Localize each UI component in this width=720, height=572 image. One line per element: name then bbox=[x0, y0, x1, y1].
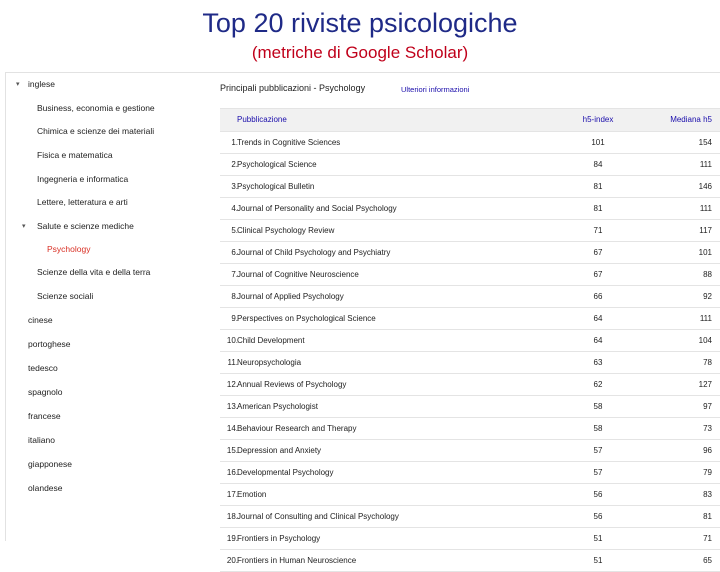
table-row bbox=[220, 396, 720, 418]
sidebar-item[interactable]: portoghese bbox=[28, 339, 71, 349]
median-h5-value: 101 bbox=[698, 248, 712, 257]
table-row bbox=[220, 220, 720, 242]
table-row bbox=[220, 198, 720, 220]
row-index: 6. bbox=[231, 248, 238, 257]
publication-link[interactable]: Annual Reviews of Psychology bbox=[237, 380, 347, 389]
publication-link[interactable]: Frontiers in Psychology bbox=[237, 534, 321, 543]
publication-link[interactable]: Developmental Psychology bbox=[237, 468, 334, 477]
row-index: 14. bbox=[226, 424, 238, 433]
h5-index-value[interactable]: 66 bbox=[593, 292, 603, 301]
sidebar-item[interactable]: giapponese bbox=[28, 459, 72, 469]
sidebar-item[interactable]: Fisica e matematica bbox=[37, 150, 113, 160]
triangle-down-icon[interactable]: ▾ bbox=[16, 81, 20, 88]
publication-link[interactable]: Journal of Applied Psychology bbox=[237, 292, 344, 301]
sidebar-item[interactable]: italiano bbox=[28, 435, 55, 445]
sidebar-item[interactable]: spagnolo bbox=[28, 387, 63, 397]
median-h5-value: 73 bbox=[703, 424, 712, 433]
row-index: 3. bbox=[231, 182, 238, 191]
h5-index-value[interactable]: 71 bbox=[593, 226, 603, 235]
publication-link[interactable]: Journal of Consulting and Clinical Psychology bbox=[237, 512, 399, 521]
h5-index-value[interactable]: 67 bbox=[593, 248, 603, 257]
h5-index-value[interactable]: 57 bbox=[593, 446, 603, 455]
publication-link[interactable]: American Psychologist bbox=[237, 402, 318, 411]
row-index: 5. bbox=[231, 226, 238, 235]
table-row bbox=[220, 330, 720, 352]
row-index: 19. bbox=[226, 534, 238, 543]
publication-link[interactable]: Depression and Anxiety bbox=[237, 446, 322, 455]
median-h5-value: 78 bbox=[703, 358, 712, 367]
publication-link[interactable]: Psychological Bulletin bbox=[237, 182, 315, 191]
sidebar-item[interactable]: Psychology bbox=[47, 244, 91, 254]
row-index: 10. bbox=[226, 336, 238, 345]
row-index: 20. bbox=[226, 556, 238, 565]
table-row bbox=[220, 308, 720, 330]
median-h5-value: 111 bbox=[699, 314, 712, 323]
h5-index-value[interactable]: 51 bbox=[593, 556, 603, 565]
sidebar-item[interactable]: Salute e scienze mediche bbox=[37, 221, 134, 231]
table-row bbox=[220, 418, 720, 440]
median-h5-value: 154 bbox=[698, 138, 712, 147]
sidebar-item[interactable]: tedesco bbox=[28, 363, 58, 373]
table-row bbox=[220, 132, 720, 154]
median-h5-value: 96 bbox=[703, 446, 712, 455]
triangle-down-icon[interactable]: ▾ bbox=[22, 223, 26, 230]
table-row bbox=[220, 286, 720, 308]
sidebar-item[interactable]: francese bbox=[28, 411, 61, 421]
sidebar-item[interactable]: Ingegneria e informatica bbox=[37, 174, 129, 184]
h5-index-value[interactable]: 64 bbox=[593, 336, 603, 345]
sidebar-item[interactable]: Scienze della vita e della terra bbox=[37, 267, 151, 277]
row-index: 18. bbox=[226, 512, 238, 521]
table-row bbox=[220, 462, 720, 484]
column-header-h5-index[interactable]: h5-index bbox=[582, 115, 614, 124]
median-h5-value: 111 bbox=[699, 160, 712, 169]
h5-index-value[interactable]: 58 bbox=[593, 402, 603, 411]
table-row bbox=[220, 550, 720, 572]
sidebar-item[interactable]: cinese bbox=[28, 315, 53, 325]
table-row bbox=[220, 264, 720, 286]
slide-title: Top 20 riviste psicologiche bbox=[202, 8, 518, 38]
row-index: 15. bbox=[226, 446, 238, 455]
median-h5-value: 71 bbox=[703, 534, 712, 543]
h5-index-value[interactable]: 51 bbox=[593, 534, 603, 543]
sidebar-item[interactable]: olandese bbox=[28, 483, 63, 493]
h5-index-value[interactable]: 67 bbox=[593, 270, 603, 279]
sidebar-item[interactable]: Scienze sociali bbox=[37, 291, 94, 301]
table-row bbox=[220, 154, 720, 176]
row-index: 9. bbox=[231, 314, 238, 323]
sidebar-item[interactable]: Business, economia e gestione bbox=[37, 103, 155, 113]
publication-link[interactable]: Perspectives on Psychological Science bbox=[237, 314, 376, 323]
h5-index-value[interactable]: 58 bbox=[593, 424, 603, 433]
median-h5-value: 117 bbox=[699, 226, 712, 235]
table-row bbox=[220, 440, 720, 462]
h5-index-value[interactable]: 101 bbox=[591, 138, 605, 147]
median-h5-value: 88 bbox=[703, 270, 712, 279]
column-header-median-h5[interactable]: Mediana h5 bbox=[670, 115, 712, 124]
table-row bbox=[220, 352, 720, 374]
h5-index-value[interactable]: 63 bbox=[593, 358, 603, 367]
row-index: 4. bbox=[231, 204, 238, 213]
table-row bbox=[220, 242, 720, 264]
median-h5-value: 127 bbox=[698, 380, 712, 389]
table-header-row bbox=[220, 109, 720, 132]
median-h5-value: 146 bbox=[698, 182, 712, 191]
table-row bbox=[220, 176, 720, 198]
median-h5-value: 111 bbox=[699, 204, 712, 213]
median-h5-value: 81 bbox=[703, 512, 712, 521]
slide-subtitle: (metriche di Google Scholar) bbox=[251, 43, 469, 62]
median-h5-value: 79 bbox=[703, 468, 712, 477]
row-index: 8. bbox=[231, 292, 238, 301]
publication-link[interactable]: Clinical Psychology Review bbox=[237, 226, 335, 235]
row-index: 16. bbox=[226, 468, 238, 477]
table-row bbox=[220, 374, 720, 396]
publication-link[interactable]: Psychological Science bbox=[237, 160, 317, 169]
h5-index-value[interactable]: 81 bbox=[593, 182, 603, 191]
table-row bbox=[220, 528, 720, 550]
publication-link[interactable]: Frontiers in Human Neuroscience bbox=[237, 556, 357, 565]
row-index: 2. bbox=[231, 160, 238, 169]
h5-index-value[interactable]: 56 bbox=[593, 490, 603, 499]
sidebar-item[interactable]: Lettere, letteratura e arti bbox=[37, 197, 128, 207]
row-index: 17. bbox=[226, 490, 238, 499]
publication-link[interactable]: Child Development bbox=[237, 336, 305, 345]
table-row bbox=[220, 484, 720, 506]
language-sidebar bbox=[6, 73, 211, 541]
median-h5-value: 83 bbox=[703, 490, 712, 499]
h5-index-value[interactable]: 56 bbox=[593, 512, 603, 521]
row-index: 7. bbox=[231, 270, 238, 279]
sidebar-item[interactable]: inglese bbox=[28, 79, 55, 89]
publication-link[interactable]: Journal of Personality and Social Psychology bbox=[237, 204, 397, 213]
median-h5-value: 97 bbox=[703, 402, 712, 411]
h5-index-value[interactable]: 84 bbox=[593, 160, 603, 169]
publication-link[interactable]: Journal of Child Psychology and Psychiatry bbox=[237, 248, 391, 257]
row-index: 13. bbox=[226, 402, 238, 411]
h5-index-value[interactable]: 57 bbox=[593, 468, 603, 477]
median-h5-value: 65 bbox=[703, 556, 712, 565]
publication-link[interactable]: Journal of Cognitive Neuroscience bbox=[237, 270, 359, 279]
h5-index-value[interactable]: 62 bbox=[593, 380, 603, 389]
row-index: 12. bbox=[226, 380, 238, 389]
main-header: Principali pubblicazioni - Psychology bbox=[220, 83, 366, 93]
row-index: 1. bbox=[231, 138, 238, 147]
table-row bbox=[220, 506, 720, 528]
median-h5-value: 104 bbox=[698, 336, 712, 345]
scholar-metrics-screenshot bbox=[5, 72, 720, 565]
sidebar-item[interactable]: Chimica e scienze dei materiali bbox=[37, 126, 155, 136]
row-index: 11. bbox=[227, 358, 238, 367]
publication-link[interactable]: Emotion bbox=[237, 490, 267, 499]
median-h5-value: 92 bbox=[703, 292, 712, 301]
more-info-link[interactable]: Ulteriori informazioni bbox=[401, 85, 470, 94]
column-header-publication[interactable]: Pubblicazione bbox=[237, 115, 287, 124]
publication-link[interactable]: Trends in Cognitive Sciences bbox=[237, 138, 341, 147]
publication-link[interactable]: Behaviour Research and Therapy bbox=[237, 424, 357, 433]
h5-index-value[interactable]: 81 bbox=[593, 204, 603, 213]
publications-table bbox=[220, 108, 720, 572]
publication-link[interactable]: Neuropsychologia bbox=[237, 358, 302, 367]
h5-index-value[interactable]: 64 bbox=[593, 314, 603, 323]
